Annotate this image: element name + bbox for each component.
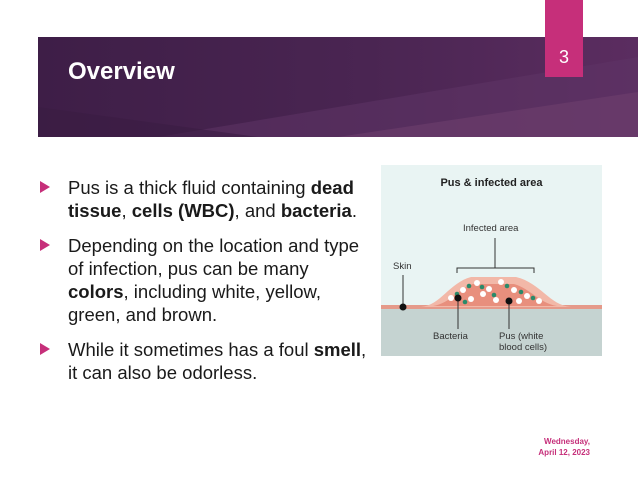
bullet-list (40, 176, 370, 396)
diagram-title: Pus & infected area (440, 177, 543, 189)
arrow-bullet-icon (40, 343, 50, 355)
infected-area-label: Infected area (463, 223, 519, 234)
bullet-item: Depending on the location and type of infection, pus can be many colors, including white, yellow, green, and brown. (40, 234, 370, 326)
slide-title: Overview (68, 58, 175, 85)
bullet-item: While it sometimes has a foul smell, it can also be odorless. (40, 338, 370, 384)
arrow-bullet-icon (40, 239, 50, 251)
infected-area-illustration (381, 165, 602, 356)
footer-date: Wednesday, April 12, 2023 (538, 437, 590, 457)
pus-diagram (381, 165, 602, 356)
skin-label: Skin (393, 261, 412, 272)
arrow-bullet-icon (40, 181, 50, 193)
slide-number: 3 (558, 47, 569, 67)
bullet-item: Pus is a thick fluid containing dead tissue, cells (WBC), and bacteria. (40, 176, 370, 222)
pus-label: Pus (white blood cells) (499, 331, 548, 353)
bacteria-label: Bacteria (433, 331, 468, 342)
